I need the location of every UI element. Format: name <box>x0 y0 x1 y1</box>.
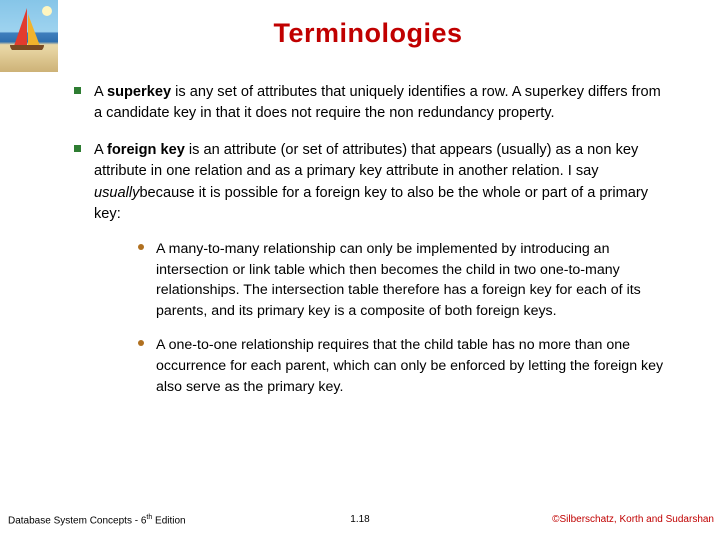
slide-body <box>72 82 672 413</box>
square-bullet-icon <box>74 87 81 94</box>
bullet-foreign-key-seg-2: is an attribute (or set of attributes) that appears (usually) as a non key attribute in one relation and as a primary key attribute in another relation. I say <box>94 142 639 180</box>
slide-footer <box>0 514 720 528</box>
round-bullet-icon <box>138 340 144 346</box>
bullet-foreign-key-seg-3: usually <box>94 184 140 201</box>
round-bullet-icon <box>138 244 144 250</box>
sub-bullet-one-to-one <box>136 335 672 397</box>
page-title: Terminologies <box>273 18 463 48</box>
bullet-foreign-key-seg-1: foreign key <box>106 142 185 159</box>
sail-yellow-icon <box>28 14 40 46</box>
bullet-superkey <box>72 82 672 124</box>
sub-bullet-many-to-many-text: A many-to-many relationship can only be implemented by introducing an intersection or link table which then becomes the child in two one-to-many relationships. The intersection table therefore has a foreign key for each of its parents, and its primary key is a composite of both foreign keys. <box>156 240 641 319</box>
footer-page-number: 1.18 <box>350 514 370 525</box>
footer-edition-superscript: th <box>146 514 153 521</box>
bullet-foreign-key <box>72 140 672 397</box>
bullet-superkey-seg-2: is any set of attributes that uniquely identifies a row. A superkey differs from a candidate key in that it does not require the non redundancy property. <box>94 84 661 122</box>
bullet-foreign-key-seg-4: because it is possible for a foreign key to also be the whole or part of a primary key: <box>94 184 649 222</box>
footer-copyright: ©Silberschatz, Korth and Sudarshan <box>552 514 714 525</box>
footer-edition-tail: Edition <box>152 515 186 527</box>
sub-bullet-one-to-one-text: A one-to-one relationship requires that the child table has no more than one occurrence for each parent, which can only be enforced by letting the foreign key also serve as the primary key. <box>156 337 664 395</box>
sub-bullet-list <box>94 239 672 397</box>
beach-sand-icon <box>0 50 58 72</box>
sub-bullet-many-to-many <box>136 239 672 321</box>
bullet-superkey-seg-1: superkey <box>106 84 172 100</box>
square-bullet-icon <box>74 145 81 152</box>
sun-icon <box>42 6 52 16</box>
footer-edition-text: Database System Concepts - 6 <box>8 515 147 527</box>
sail-red-icon <box>14 8 27 46</box>
beach-sailboat-logo-icon <box>0 0 58 72</box>
bullet-superkey-seg-0: A <box>94 84 107 100</box>
bullet-foreign-key-seg-0: A <box>94 142 107 159</box>
